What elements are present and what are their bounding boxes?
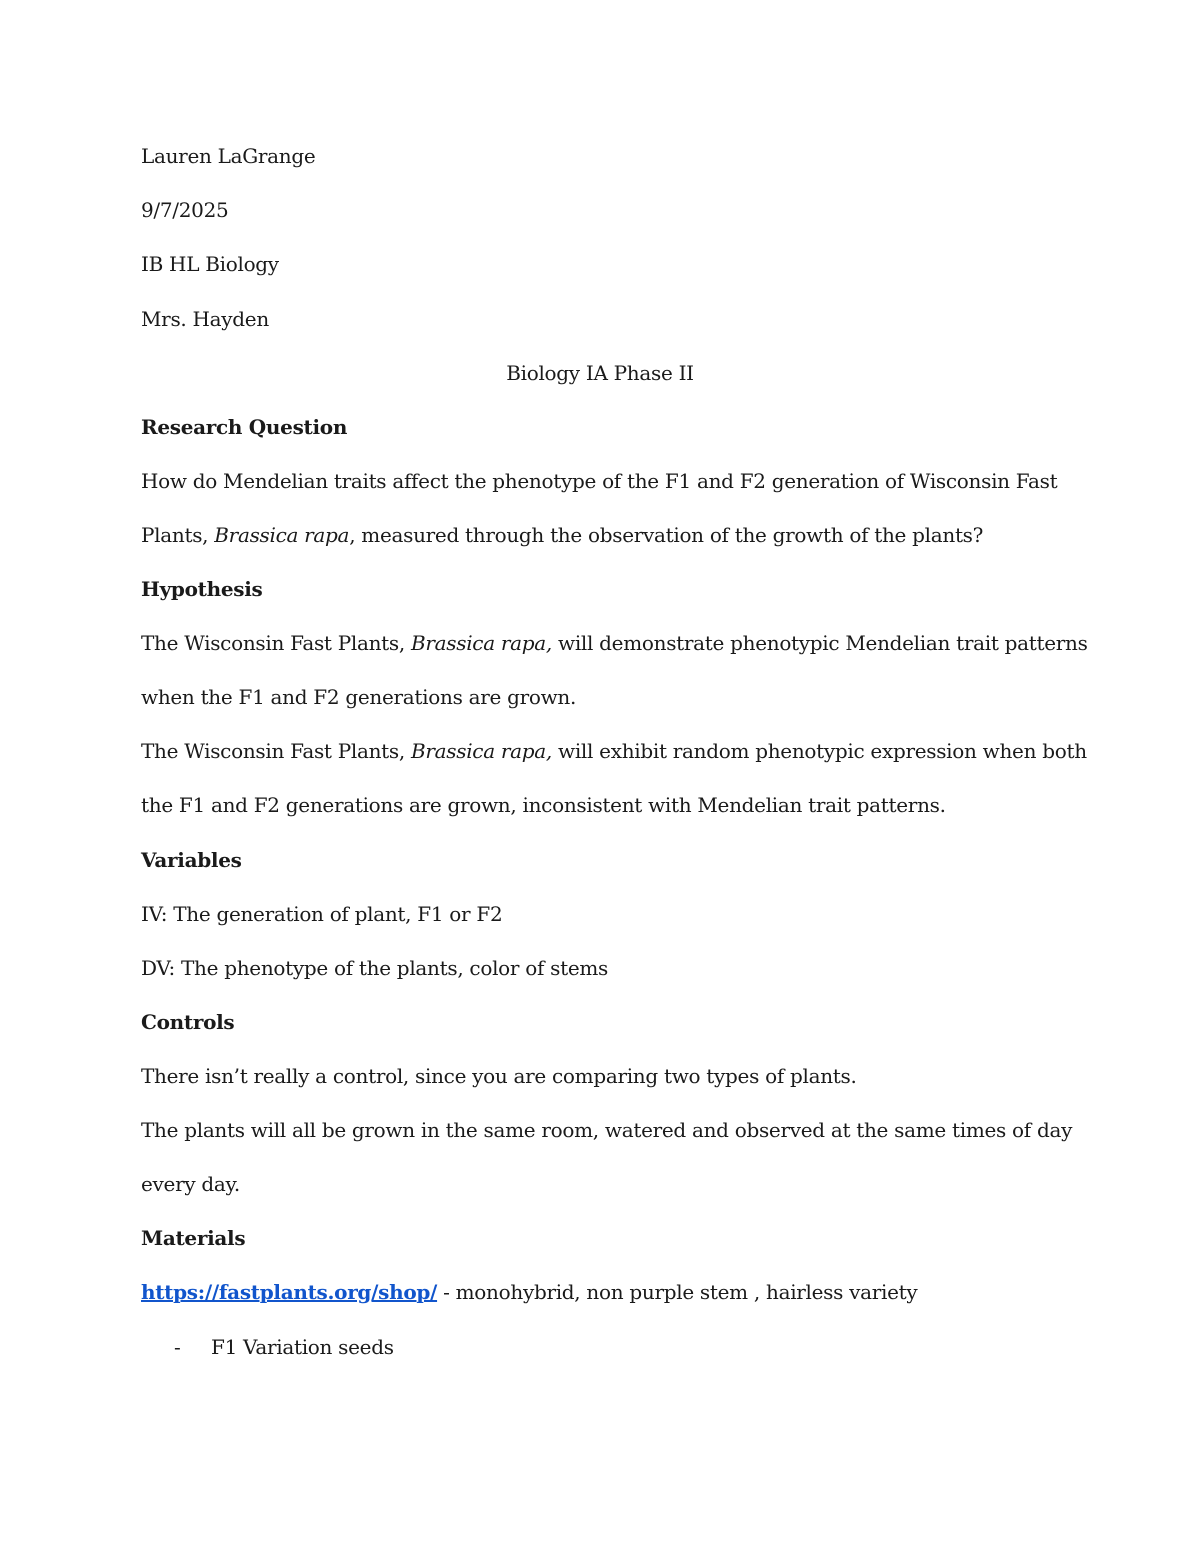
controls-line-2: The plants will all be grown in the same room, watered and observed at the same times of day bbox=[141, 1118, 1073, 1142]
materials-source-line bbox=[141, 1278, 917, 1306]
teacher-name: Mrs. Hayden bbox=[141, 307, 269, 331]
species-name: Brassica rapa, bbox=[410, 631, 552, 655]
text-span: will demonstrate phenotypic Mendelian trait patterns bbox=[551, 631, 1088, 655]
research-question-line-1: How do Mendelian traits affect the phenotype of the F1 and F2 generation of Wisconsin Fast bbox=[141, 469, 1058, 493]
research-question-heading: Research Question bbox=[141, 415, 348, 439]
text-span: - monohybrid, non purple stem , hairless variety bbox=[437, 1280, 918, 1304]
text-span: The Wisconsin Fast Plants, bbox=[141, 739, 411, 763]
controls-heading: Controls bbox=[141, 1010, 235, 1034]
text-span: , measured through the observation of the growth of the plants? bbox=[349, 523, 984, 547]
author-name: Lauren LaGrange bbox=[141, 144, 316, 168]
hypothesis-heading: Hypothesis bbox=[141, 577, 263, 601]
document-title: Biology IA Phase II bbox=[506, 361, 694, 385]
hypothesis-2-line-1 bbox=[141, 737, 1087, 765]
hypothesis-1-line-1 bbox=[141, 629, 1088, 657]
species-name: Brassica rapa, bbox=[410, 739, 552, 763]
independent-variable: IV: The generation of plant, F1 or F2 bbox=[141, 902, 503, 926]
text-span: Plants, bbox=[141, 523, 215, 547]
research-question-line-2 bbox=[141, 521, 983, 549]
controls-line-1: There isn’t really a control, since you are comparing two types of plants. bbox=[141, 1064, 857, 1088]
list-bullet: - bbox=[174, 1335, 181, 1359]
course-name: IB HL Biology bbox=[141, 252, 279, 276]
fastplants-shop-link[interactable]: https://fastplants.org/shop/ bbox=[141, 1280, 438, 1304]
controls-line-3: every day. bbox=[141, 1172, 240, 1196]
dependent-variable: DV: The phenotype of the plants, color of stems bbox=[141, 956, 608, 980]
species-name: Brassica rapa bbox=[214, 523, 350, 547]
hypothesis-2-line-2: the F1 and F2 generations are grown, inconsistent with Mendelian trait patterns. bbox=[141, 793, 946, 817]
text-span: The Wisconsin Fast Plants, bbox=[141, 631, 411, 655]
variables-heading: Variables bbox=[141, 848, 242, 872]
materials-list-item-1: F1 Variation seeds bbox=[211, 1335, 394, 1359]
hypothesis-1-line-2: when the F1 and F2 generations are grown. bbox=[141, 685, 577, 709]
text-span: will exhibit random phenotypic expression when both bbox=[551, 739, 1087, 763]
materials-heading: Materials bbox=[141, 1226, 246, 1250]
document-date: 9/7/2025 bbox=[141, 198, 229, 222]
